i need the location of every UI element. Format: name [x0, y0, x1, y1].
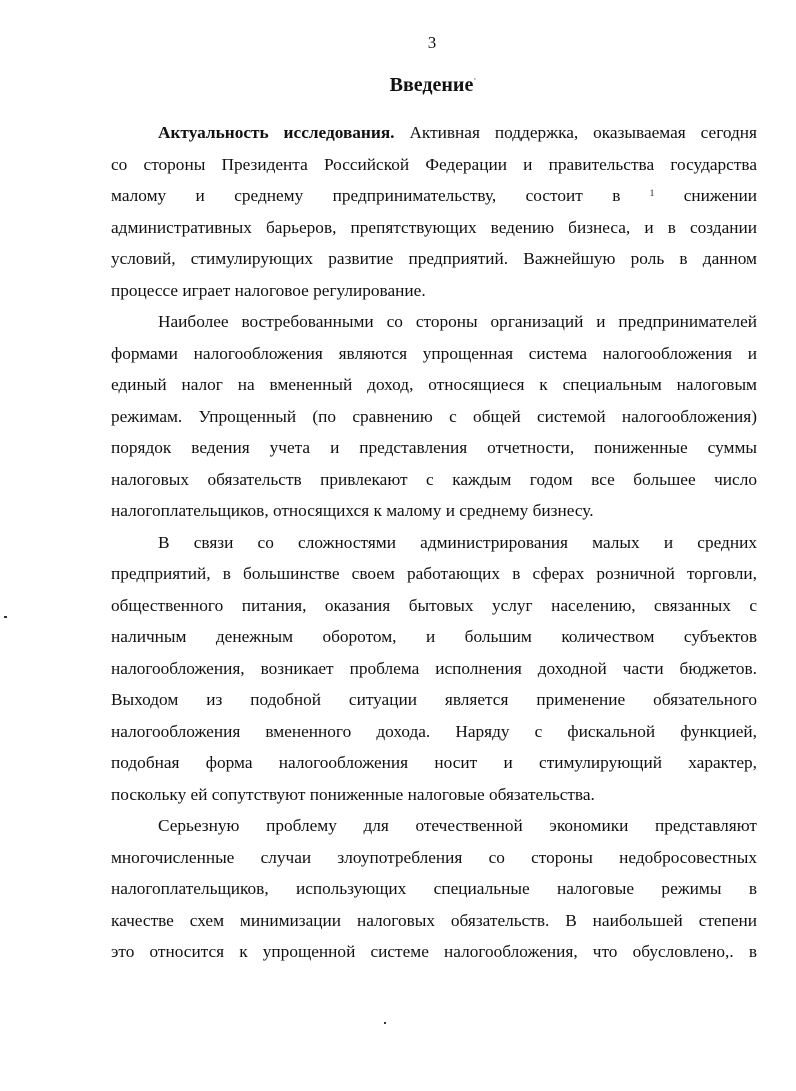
paragraph-line: формами налогообложения являются упрощенная система налогообложения и — [111, 343, 757, 363]
paragraph-line: качестве схем минимизации налоговых обязательств. В наибольшей степени — [111, 910, 757, 930]
lead-phrase: Актуальность исследования. — [158, 123, 395, 142]
paragraph-line: поскольку ей сопутствуют пониженные налоговые обязательства. — [111, 784, 595, 804]
paragraph-line: со стороны Президента Российской Федерации и правительства государства — [111, 154, 757, 174]
paragraph-line: малому и среднему предпринимательству, состоит в $^1$ снижении — [111, 186, 757, 205]
paragraph-1 — [111, 117, 757, 306]
paragraph-line: В связи со сложностями администрирования малых и средних — [158, 532, 757, 552]
paragraph-line: налоговых обязательств привлекают с каждым годом все большее число — [111, 469, 757, 489]
paragraph-line: общественного питания, оказания бытовых услуг населению, связанных с — [111, 595, 757, 615]
paragraph-line: Наиболее востребованными со стороны организаций и предпринимателей — [158, 312, 757, 331]
paragraph-line: подобная форма налогообложения носит и стимулирующий характер, — [111, 753, 757, 772]
paragraph-line: порядок ведения учета и представления отчетности, пониженные суммы — [111, 438, 757, 457]
paragraph-3 — [111, 527, 757, 811]
paragraph-line: режимам. Упрощенный (по сравнению с общей системой налогообложения) — [111, 406, 757, 426]
paragraph-line: Выходом из подобной ситуации является применение обязательного — [111, 690, 757, 709]
paragraph-line: Актуальность исследования. Активная поддержка, оказываемая сегодня — [158, 123, 757, 142]
heading-mark: · — [473, 74, 477, 84]
paragraph-line: условий, стимулирующих развитие предприятий. Важнейшую роль в данном — [111, 249, 757, 268]
scan-dot — [384, 1022, 386, 1024]
paragraph-line: налогообложения вмененного дохода. Наряду с фискальной функцией, — [111, 721, 757, 741]
paragraph-line: предприятий, в большинстве своем работающих в сферах розничной торговли, — [111, 564, 757, 583]
body-text — [111, 117, 757, 968]
section-heading — [35, 74, 796, 97]
margin-mark — [4, 616, 7, 618]
paragraph-line: Серьезную проблему для отечественной экономики представляют — [158, 816, 757, 835]
paragraph-line: административных барьеров, препятствующих ведению бизнеса, и в создании — [111, 217, 757, 237]
paragraph-line: наличным денежным оборотом, и большим количеством субъектов — [111, 627, 757, 646]
paragraph-line: многочисленные случаи злоупотребления со стороны недобросовестных — [111, 847, 757, 867]
footnote-mark: 1 — [649, 188, 655, 198]
paragraph-4 — [111, 810, 757, 968]
paragraph-2 — [111, 306, 757, 527]
section-heading-text: Введение — [389, 74, 474, 96]
paragraph-line: налогообложения, возникает проблема исполнения доходной части бюджетов. — [111, 658, 757, 678]
paragraph-line: налогоплательщиков, использующих специальные налоговые режимы в — [111, 879, 757, 898]
paragraph-line: единый налог на вмененный доход, относящиеся к специальным налоговым — [111, 375, 757, 394]
page-number: 3 — [427, 33, 437, 52]
paragraph-line: налогоплательщиков, относящихся к малому и среднему бизнесу. — [111, 501, 594, 520]
paragraph-line: процессе играет налоговое регулирование. — [111, 280, 426, 300]
paragraph-line: это относится к упрощенной системе налогообложения, что обусловлено,. в — [111, 942, 757, 961]
